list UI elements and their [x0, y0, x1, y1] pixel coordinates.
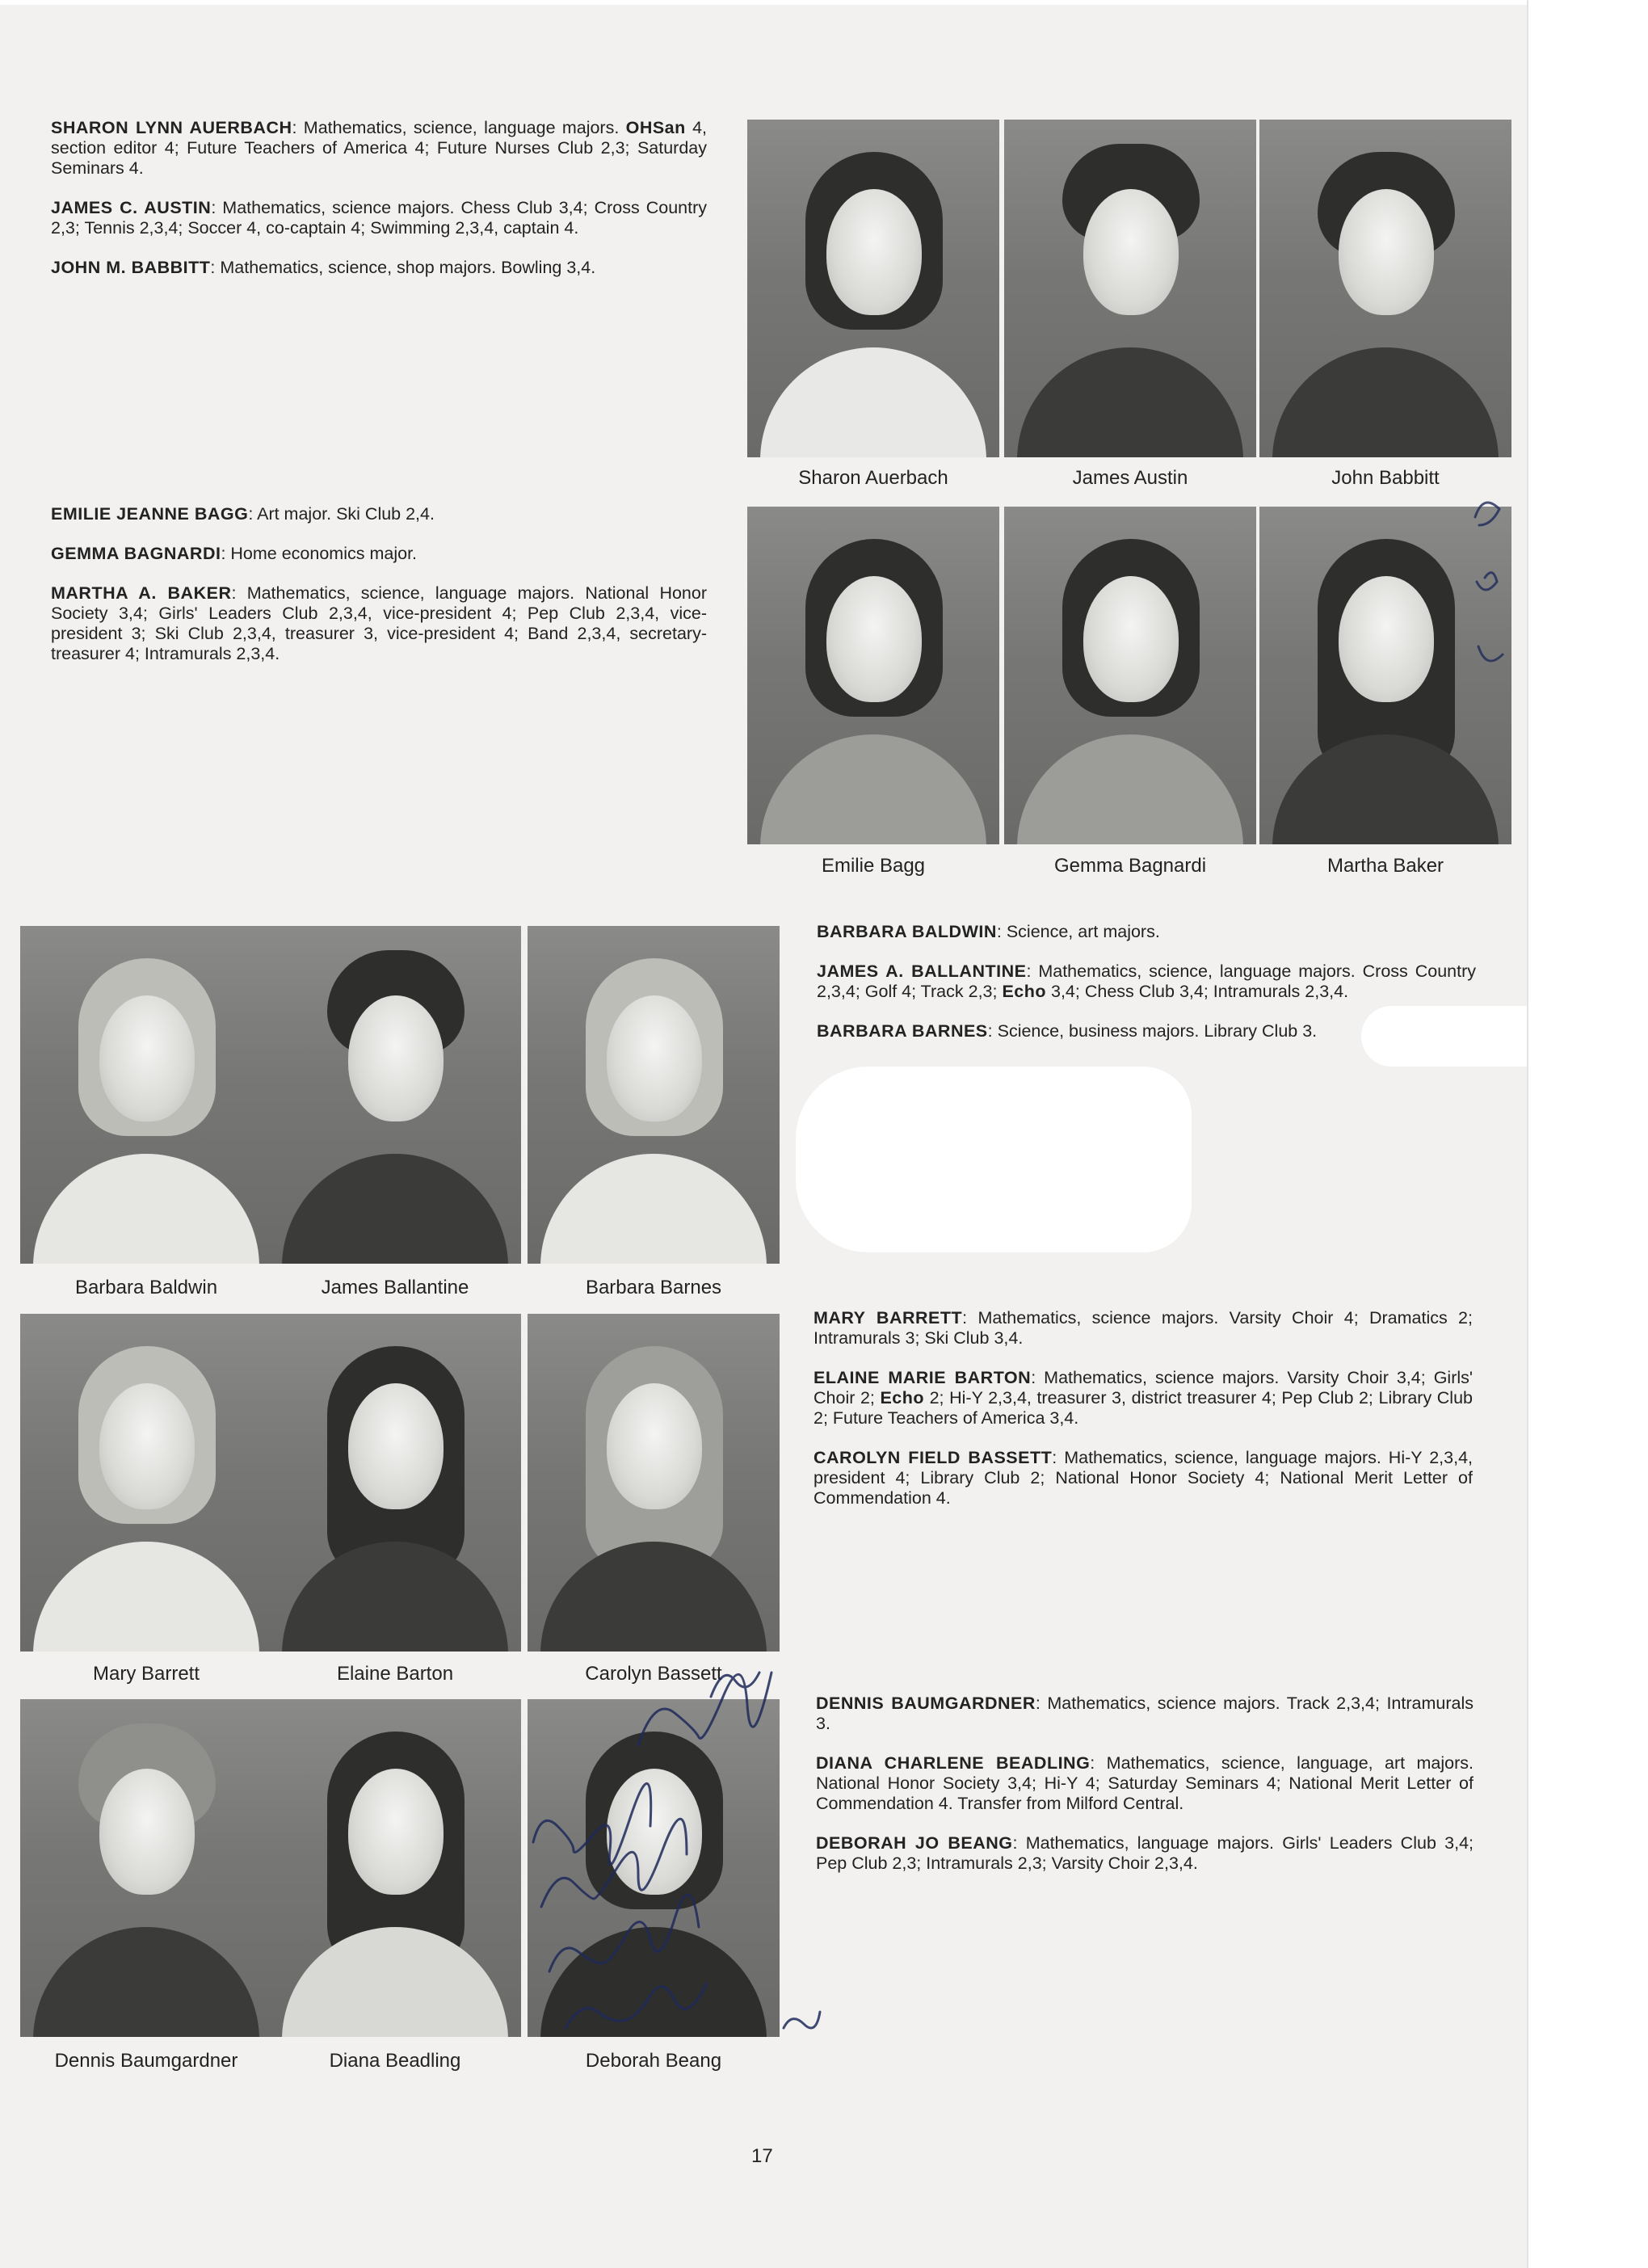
- student-name: JOHN M. BABBITT: [51, 258, 211, 277]
- photo-caption: John Babbitt: [1331, 467, 1440, 489]
- paper-tear-top: [0, 0, 1527, 5]
- bio-entry: GEMMA BAGNARDI: Home economics major.: [51, 544, 418, 563]
- bio-entry: JAMES C. AUSTIN: Mathematics, science majors. Chess Club 3,4; Cross Country 2,3; Tennis 2,3,4; Soccer 4, co-captain 4; Swimming 2,3,4, captain 4.: [51, 198, 707, 238]
- bio-entry: BARBARA BALDWIN: Science, art majors.: [817, 922, 1160, 941]
- student-name: JAMES C. AUSTIN: [51, 198, 212, 217]
- photo-caption: Deborah Beang: [585, 2050, 722, 2072]
- student-name: MARTHA A. BAKER: [51, 583, 232, 603]
- portrait-photo: [1004, 507, 1256, 844]
- bio-entry: SHARON LYNN AUERBACH: Mathematics, science, language majors. OHSan 4, section editor 4; Future Teachers of America 4; Future Nurses Club 2,3; Saturday Seminars 4.: [51, 118, 707, 178]
- photo-caption: Carolyn Bassett: [585, 1663, 722, 1685]
- bio-entry: EMILIE JEANNE BAGG: Art major. Ski Club 2,4.: [51, 504, 435, 524]
- bio-entry: DENNIS BAUMGARDNER: Mathematics, science majors. Track 2,3,4; Intramurals 3.: [816, 1694, 1474, 1733]
- portrait-photo: [20, 1699, 272, 2037]
- bio-entry: MARY BARRETT: Mathematics, science majors. Varsity Choir 4; Dramatics 2; Intramurals 3; Ski Club 3,4.: [813, 1308, 1473, 1348]
- student-name: BARBARA BALDWIN: [817, 922, 997, 941]
- bio-entry: MARTHA A. BAKER: Mathematics, science, language majors. National Honor Society 3,4; Girls' Leaders Club 2,3,4, vice-president 4; Pep Club 2,3,4, vice-president 3; Ski Club 2,3,4, treasurer 3, vice-president 4; Band 2,3,4, secretary-treasurer 4; Intramurals 2,3,4.: [51, 583, 707, 663]
- bio-entry: BARBARA BARNES: Science, business majors. Library Club 3.: [817, 1021, 1318, 1041]
- photo-caption: James Austin: [1072, 467, 1188, 489]
- portrait-photo: [528, 1314, 780, 1652]
- student-name: SHARON LYNN AUERBACH: [51, 118, 292, 137]
- student-name: DENNIS BAUMGARDNER: [816, 1694, 1036, 1713]
- page-number: 17: [751, 2145, 773, 2167]
- portrait-photo: [747, 507, 999, 844]
- student-name: CAROLYN FIELD BASSETT: [813, 1448, 1053, 1467]
- student-name: BARBARA BARNES: [817, 1021, 988, 1041]
- portrait-photo: [528, 926, 780, 1264]
- student-name: EMILIE JEANNE BAGG: [51, 504, 249, 524]
- bio-group-1: [51, 118, 707, 297]
- portrait-photo: [269, 926, 521, 1264]
- photo-caption: Diana Beadling: [329, 2050, 461, 2072]
- portrait-photo: [747, 120, 999, 457]
- bio-group-5: [816, 1694, 1474, 1893]
- student-name: JAMES A. BALLANTINE: [817, 961, 1027, 981]
- bio-group-4: [813, 1308, 1473, 1528]
- portrait-photo: [20, 1314, 272, 1652]
- photo-caption: Emilie Bagg: [821, 855, 926, 877]
- portrait-photo: [269, 1699, 521, 2037]
- portrait-photo: [1259, 120, 1511, 457]
- photo-caption: Barbara Baldwin: [74, 1277, 218, 1298]
- paper-tear-patch: [796, 1067, 1192, 1252]
- bio-entry: ELAINE MARIE BARTON: Mathematics, science majors. Varsity Choir 3,4; Girls' Choir 2; Echo 2; Hi-Y 2,3,4, treasurer 3, district treasurer 4; Pep Club 2; Library Club 2; Future Teachers of America 3,4.: [813, 1368, 1474, 1428]
- student-name: ELAINE MARIE BARTON: [813, 1368, 1032, 1387]
- bio-entry: DIANA CHARLENE BEADLING: Mathematics, science, language, art majors. National Honor Society 3,4; Hi-Y 4; Saturday Seminars 4; National Merit Letter of Commendation 4. Transfer from Milford Central.: [816, 1753, 1474, 1813]
- photo-caption: Barbara Barnes: [585, 1277, 722, 1298]
- bio-entry: JAMES A. BALLANTINE: Mathematics, science, language majors. Cross Country 2,3,4; Golf 4; Track 2,3; Echo 3,4; Chess Club 3,4; Intramurals 2,3,4.: [817, 961, 1476, 1001]
- portrait-photo: [269, 1314, 521, 1652]
- student-name: GEMMA BAGNARDI: [51, 544, 221, 563]
- bio-entry: DEBORAH JO BEANG: Mathematics, language majors. Girls' Leaders Club 3,4; Pep Club 2,3; Intramurals 2,3; Varsity Choir 2,3,4.: [816, 1833, 1474, 1873]
- photo-caption: Elaine Barton: [336, 1663, 454, 1685]
- portrait-photo: [20, 926, 272, 1264]
- photo-caption: James Ballantine: [321, 1277, 469, 1298]
- bio-entry: CAROLYN FIELD BASSETT: Mathematics, science, language majors. Hi-Y 2,3,4, president 4; Library Club 2; National Honor Society 4; National Merit Letter of Commendation 4.: [813, 1448, 1473, 1508]
- portrait-photo: [1004, 120, 1256, 457]
- bio-group-2: [51, 504, 707, 684]
- photo-caption: Martha Baker: [1326, 855, 1444, 877]
- student-name: DEBORAH JO BEANG: [816, 1833, 1013, 1853]
- student-name: MARY BARRETT: [813, 1308, 963, 1328]
- margin-scribble: [1469, 493, 1517, 703]
- photo-caption: Gemma Bagnardi: [1053, 855, 1207, 877]
- handwritten-signature: [517, 1648, 856, 2068]
- photo-caption: Mary Barrett: [92, 1663, 200, 1685]
- photo-caption: Sharon Auerbach: [798, 467, 948, 489]
- bio-group-3: [817, 922, 1476, 1061]
- bio-entry: JOHN M. BABBITT: Mathematics, science, shop majors. Bowling 3,4.: [51, 258, 596, 277]
- photo-caption: Dennis Baumgardner: [54, 2050, 238, 2072]
- student-name: DIANA CHARLENE BEADLING: [816, 1753, 1091, 1773]
